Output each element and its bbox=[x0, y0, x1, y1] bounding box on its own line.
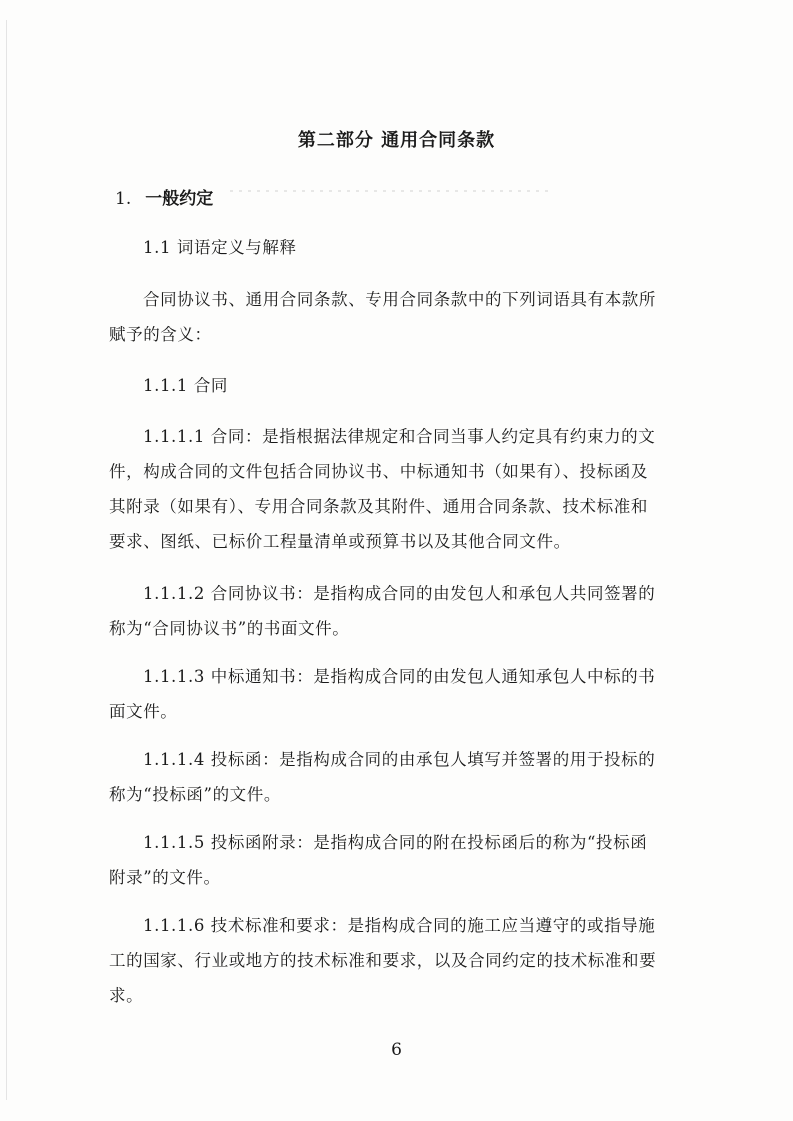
paragraph-line: 1.1.1.4 投标函：是指构成合同的由承包人填写并签署的用于投标的 bbox=[143, 750, 656, 769]
paragraph-1-1-1-2 bbox=[109, 576, 694, 646]
paragraph-line: 1.1.1.3 中标通知书：是指构成合同的由发包人通知承包人中标的书 bbox=[143, 667, 656, 686]
paragraph-line: 附录”的文件。 bbox=[109, 868, 221, 887]
item-heading bbox=[109, 368, 694, 403]
paragraph-line: 称为“投标函”的文件。 bbox=[109, 785, 281, 804]
paragraph-1-1-1-3 bbox=[109, 659, 694, 729]
paragraph-1-1-1-5 bbox=[109, 825, 694, 895]
paragraph-line: 1.1.1.6 技术标准和要求：是指构成合同的施工应当遵守的或指导施 bbox=[143, 916, 656, 935]
paragraph-line: 工的国家、行业或地方的技术标准和要求，以及合同约定的技术标准和要 bbox=[109, 951, 657, 970]
paragraph-1-1-1-6 bbox=[109, 908, 694, 1013]
subsection-title: 1.1 词语定义与解释 bbox=[143, 238, 297, 257]
paragraph-line: 面文件。 bbox=[109, 702, 178, 721]
page-number: 6 bbox=[391, 1040, 402, 1060]
paragraph-line: 求。 bbox=[109, 986, 144, 1005]
subsection-heading bbox=[109, 230, 694, 265]
scan-artifact bbox=[230, 190, 550, 192]
item-1-1-1: 1.1.1 合同 bbox=[143, 376, 229, 395]
paragraph-line: 要求、图纸、已标价工程量清单或预算书以及其他合同文件。 bbox=[109, 532, 571, 551]
paragraph-line: 1.1.1.2 合同协议书：是指构成合同的由发包人和承包人共同签署的 bbox=[143, 584, 656, 603]
section-heading bbox=[115, 184, 213, 209]
paragraph-line: 1.1.1.5 投标函附录：是指构成合同的附在投标函后的称为“投标函 bbox=[143, 833, 648, 852]
paragraph-line: 其附录（如果有）、专用合同条款及其附件、通用合同条款、技术标准和 bbox=[109, 497, 648, 516]
paragraph-1-1-1-4 bbox=[109, 742, 694, 812]
intro-line-1: 合同协议书、通用合同条款、专用合同条款中的下列词语具有本款所 bbox=[143, 290, 656, 309]
page-title: 第二部分 通用合同条款 bbox=[297, 130, 496, 151]
scan-edge-line bbox=[6, 20, 7, 1100]
section-number: 1. bbox=[115, 189, 132, 209]
paragraph-line: 件，构成合同的文件包括合同协议书、中标通知书（如果有）、投标函及 bbox=[109, 462, 648, 481]
intro-paragraph bbox=[109, 282, 694, 352]
section-title: 一般约定 bbox=[145, 189, 214, 209]
paragraph-line: 称为“合同协议书”的书面文件。 bbox=[109, 619, 350, 638]
intro-line-2: 赋予的含义： bbox=[109, 325, 212, 344]
paragraph-1-1-1-1 bbox=[109, 419, 694, 559]
paragraph-line: 1.1.1.1 合同：是指根据法律规定和合同当事人约定具有约束力的文 bbox=[143, 427, 656, 446]
